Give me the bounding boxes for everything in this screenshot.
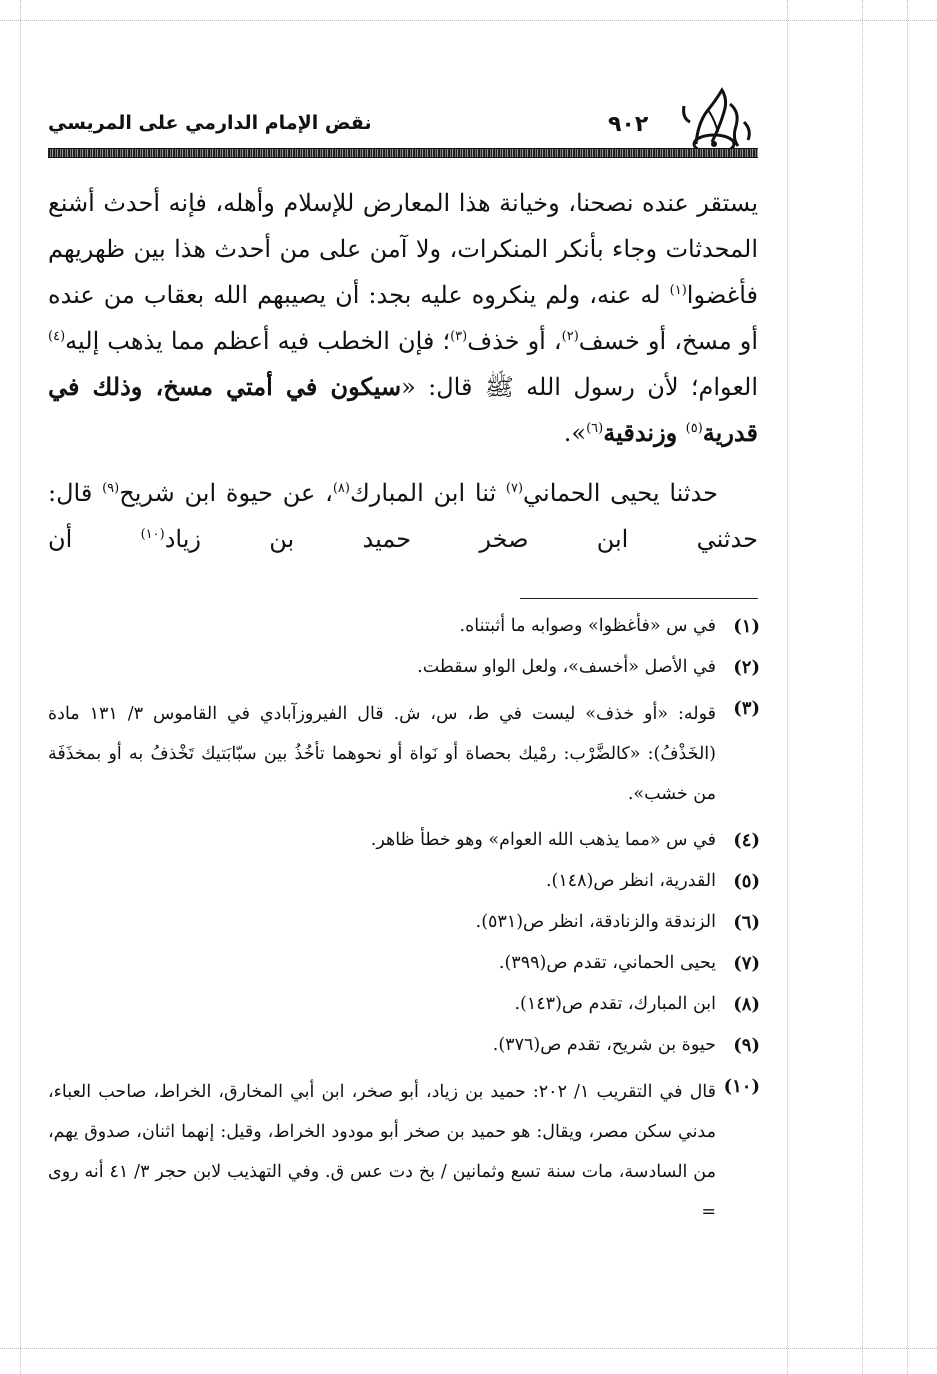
footnote-item	[48, 949, 760, 978]
footnote-separator	[520, 598, 758, 599]
text-run: حدثنا يحيى الحماني	[523, 479, 718, 507]
footnote-number: (٣)	[733, 698, 760, 719]
footnote-number: (١)	[733, 616, 760, 637]
text-run: له عنه، ولم ينكروه عليه بجد: أن يصيبهم الله بعقاب من عنده أو مسخ، أو خسف	[48, 281, 759, 355]
footnote-item	[48, 908, 760, 937]
footnote-text: في الأصل «أخسف»، ولعل الواو سقطت.	[417, 657, 716, 677]
text-run: ».	[563, 419, 587, 447]
text-run: ثنا ابن المبارك	[349, 479, 506, 507]
crop-mark	[0, 1348, 937, 1349]
footnote-number: (١٠)	[723, 1076, 760, 1097]
footnote-item	[48, 612, 760, 641]
text-run: العوام؛ لأن رسول الله ﷺ قال: «	[401, 373, 759, 401]
footnote-item	[48, 653, 760, 682]
header-rule	[48, 148, 758, 158]
footnote-text: الزندقة والزنادقة، انظر ص(٥٣١).	[475, 912, 716, 932]
footnote-text: قال في التقريب ١/ ٢٠٢: حميد بن زياد، أبو صخر، ابن أبي المخارق، الخراط، صاحب العباء، مدني سكن مصر، ويقال: هو حميد بن صخر أبو مودود الخراط، وقيل: إنهما اثنان، صدوق يهم، من السادسة، مات سنة تسع وثمانين / بخ دت عس ق. وفي التهذيب لابن حجر ٣/ ٤١ أنه روى =	[48, 1082, 716, 1222]
footnote-text: حيوة بن شريح، تقدم ص(٣٧٦).	[492, 1035, 716, 1055]
text-run: يستقر عنده نصحنا، وخيانة هذا المعارض للإسلام وأهله، فإنه أحدث أشنع المحدثات وجاء بأنكر المنكرات، ولا آمن على من أحدث هذا بين ظهريهم فأغضوا	[48, 189, 758, 309]
footnote-number: (٨)	[733, 994, 760, 1015]
hadith-text: سيكون في أمتي مسخ، وذلك في قدرية	[48, 372, 758, 447]
footnote-ref: (٩)	[102, 481, 120, 496]
footnote-text: القدرية، انظر ص(١٤٨).	[545, 871, 716, 891]
footnote-ref: (٦)	[586, 421, 604, 436]
footnote-ref: (٣)	[450, 329, 468, 344]
crop-mark	[787, 0, 788, 1374]
footnote-ref: (١)	[669, 283, 687, 298]
footnote-text: ابن المبارك، تقدم ص(١٤٣).	[514, 994, 716, 1014]
crop-mark	[862, 0, 863, 1374]
footnote-item	[48, 867, 760, 896]
footnote-ref: (١٠)	[140, 527, 165, 542]
crop-mark	[907, 0, 908, 1374]
footnote-number: (٥)	[733, 871, 760, 892]
footnote-ref: (٤)	[48, 329, 66, 344]
footnote-ref: (٢)	[561, 329, 579, 344]
paragraph	[48, 470, 758, 562]
hadith-text: وزندقية	[603, 418, 686, 447]
page-number: ٩٠٢	[608, 112, 649, 137]
text-run: أن	[48, 525, 141, 553]
footnote-item	[48, 1072, 760, 1232]
text-run: قال: حدثني ابن صخر حميد بن زياد	[48, 479, 758, 553]
footnote-item	[48, 826, 760, 855]
paragraph	[48, 180, 758, 456]
footnote-text: يحيى الحماني، تقدم ص(٣٩٩).	[498, 953, 716, 973]
footnote-number: (٩)	[733, 1035, 760, 1056]
text-run: ؛ فإن الخطب فيه أعظم مما يذهب إليه	[65, 327, 451, 355]
crop-mark	[0, 20, 937, 21]
text-run: ، أو خذف	[467, 327, 562, 355]
footnote-ref: (٧)	[505, 481, 524, 496]
footnote-number: (٢)	[733, 657, 760, 678]
footnotes	[48, 612, 760, 1244]
footnote-number: (٤)	[733, 830, 760, 851]
text-run: ، عن حيوة ابن شريح	[119, 479, 333, 507]
footnote-ref: (٥)	[685, 421, 703, 436]
footnote-text: قوله: «أو خذف» ليست في ط، س، ش. قال الفيروزآبادي في القاموس ٣/ ١٣١ مادة (الخَذْفُ): «كالضَّرْب: رمْيك بحصاة أو نَواة أو نحوهما تأخُذُ بين سبّابَتيك تَخْذفُ به أو بمخذَفَة من خشب».	[48, 704, 717, 804]
footnote-item	[48, 694, 760, 814]
footnote-number: (٦)	[733, 912, 760, 933]
book-title: نقض الإمام الدارمي على المريسي	[48, 112, 372, 134]
main-text	[48, 180, 758, 562]
crop-mark	[20, 0, 21, 1374]
footnote-ref: (٨)	[332, 481, 350, 496]
footnote-text: في س «مما يذهب الله العوام» وهو خطأ ظاهر.	[370, 830, 716, 850]
footnote-item	[48, 1031, 760, 1060]
footnote-text: في س «فأغظوا» وصوابه ما أثبتناه.	[459, 616, 716, 636]
footnote-item	[48, 990, 760, 1019]
footnote-number: (٧)	[733, 953, 760, 974]
